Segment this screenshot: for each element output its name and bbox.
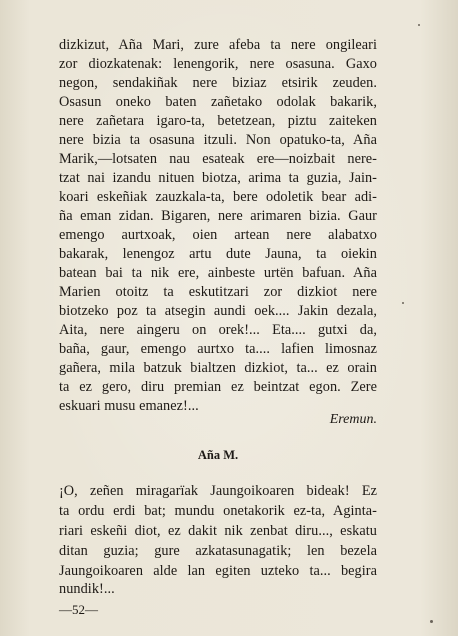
section-line-1: ¡O, zeñen miragarïak Jaungoikoaren bideak! Ez (59, 483, 377, 499)
body-line-11: emengo aurtxoak, oien artean nere alabatxo (59, 227, 377, 243)
body-line-2: zor diozkatenak: lenengorik, nere osasuna. Gaxo (59, 56, 377, 72)
body-line-9: koari eskeñiak zauzkala-ta, bere odoletik bear adi- (59, 189, 377, 205)
body-line-20: eskuari musu emanez!... (59, 398, 199, 414)
section-line-5: Jaungoikoaren alde lan egiten uzteko ta... begira (59, 563, 377, 579)
body-line-5: nere zañetara igaro-ta, betetzean, piztu zaiteken (59, 113, 377, 129)
body-line-8: tzat nai izandu nituen biotza, arima ta guzia, Jain- (59, 170, 377, 186)
body-line-15: biotzeko poz ta atsegin aundi oek.... Jakin dezala, (59, 303, 377, 319)
body-line-13: batean bai ta nik ere, ainbeste urtën bafuan. Aña (59, 265, 377, 281)
section-line-4: ditan guzia; gure azkatasunagatik; len bezela (59, 543, 377, 559)
page-number: —52— (59, 602, 98, 617)
section-line-3: riari eskeñi diot, ez dakit nik zenbat diru..., eskatu (59, 523, 377, 539)
paper-speck (402, 302, 404, 304)
body-line-14: Marien otoitz ta eskutitzari zor dizkiot nere (59, 284, 377, 300)
body-line-7: Marik,—lotsaten nau esateak ere—noizbait nere- (59, 151, 377, 167)
body-line-17: baña, gaur, emengo aurtxo ta.... lafien limosnaz (59, 341, 377, 357)
body-line-10: ña eman zidan. Bigaren, nere arimaren bizia. Gaur (59, 208, 377, 224)
letter-signature: Eremun. (329, 412, 377, 427)
body-line-16: Aita, nere aingeru on orek!... Eta.... gutxi da, (59, 322, 377, 338)
body-line-3: negon, sendakiñak nere biziaz etsirik zeuden. (59, 75, 377, 91)
paper-speck (430, 620, 433, 623)
section-heading: Aña M. (197, 448, 239, 462)
section-line-6: nundik!... (59, 581, 115, 597)
body-line-6: nere bizia ta osasuna itzuli. Non opatuko-ta, Aña (59, 132, 377, 148)
paper-speck (418, 24, 420, 26)
body-line-1: dizkizut, Aña Mari, zure afeba ta nere ongileari (59, 37, 377, 53)
body-line-12: bakarak, lenengoz artu dute Jauna, ta oiekin (59, 246, 377, 262)
body-line-4: Osasun oneko baten zañetako odolak bakarik, (59, 94, 377, 110)
body-line-18: gañera, mila batzuk bialtzen dizkiot, ta... ez orain (59, 360, 377, 376)
body-line-19: ta ez gero, diru premian ez beintzat egon. Zere (59, 379, 377, 395)
section-line-2: ta ordu erdi bat; mundu onetakorik ez-ta, Aginta- (59, 503, 377, 519)
